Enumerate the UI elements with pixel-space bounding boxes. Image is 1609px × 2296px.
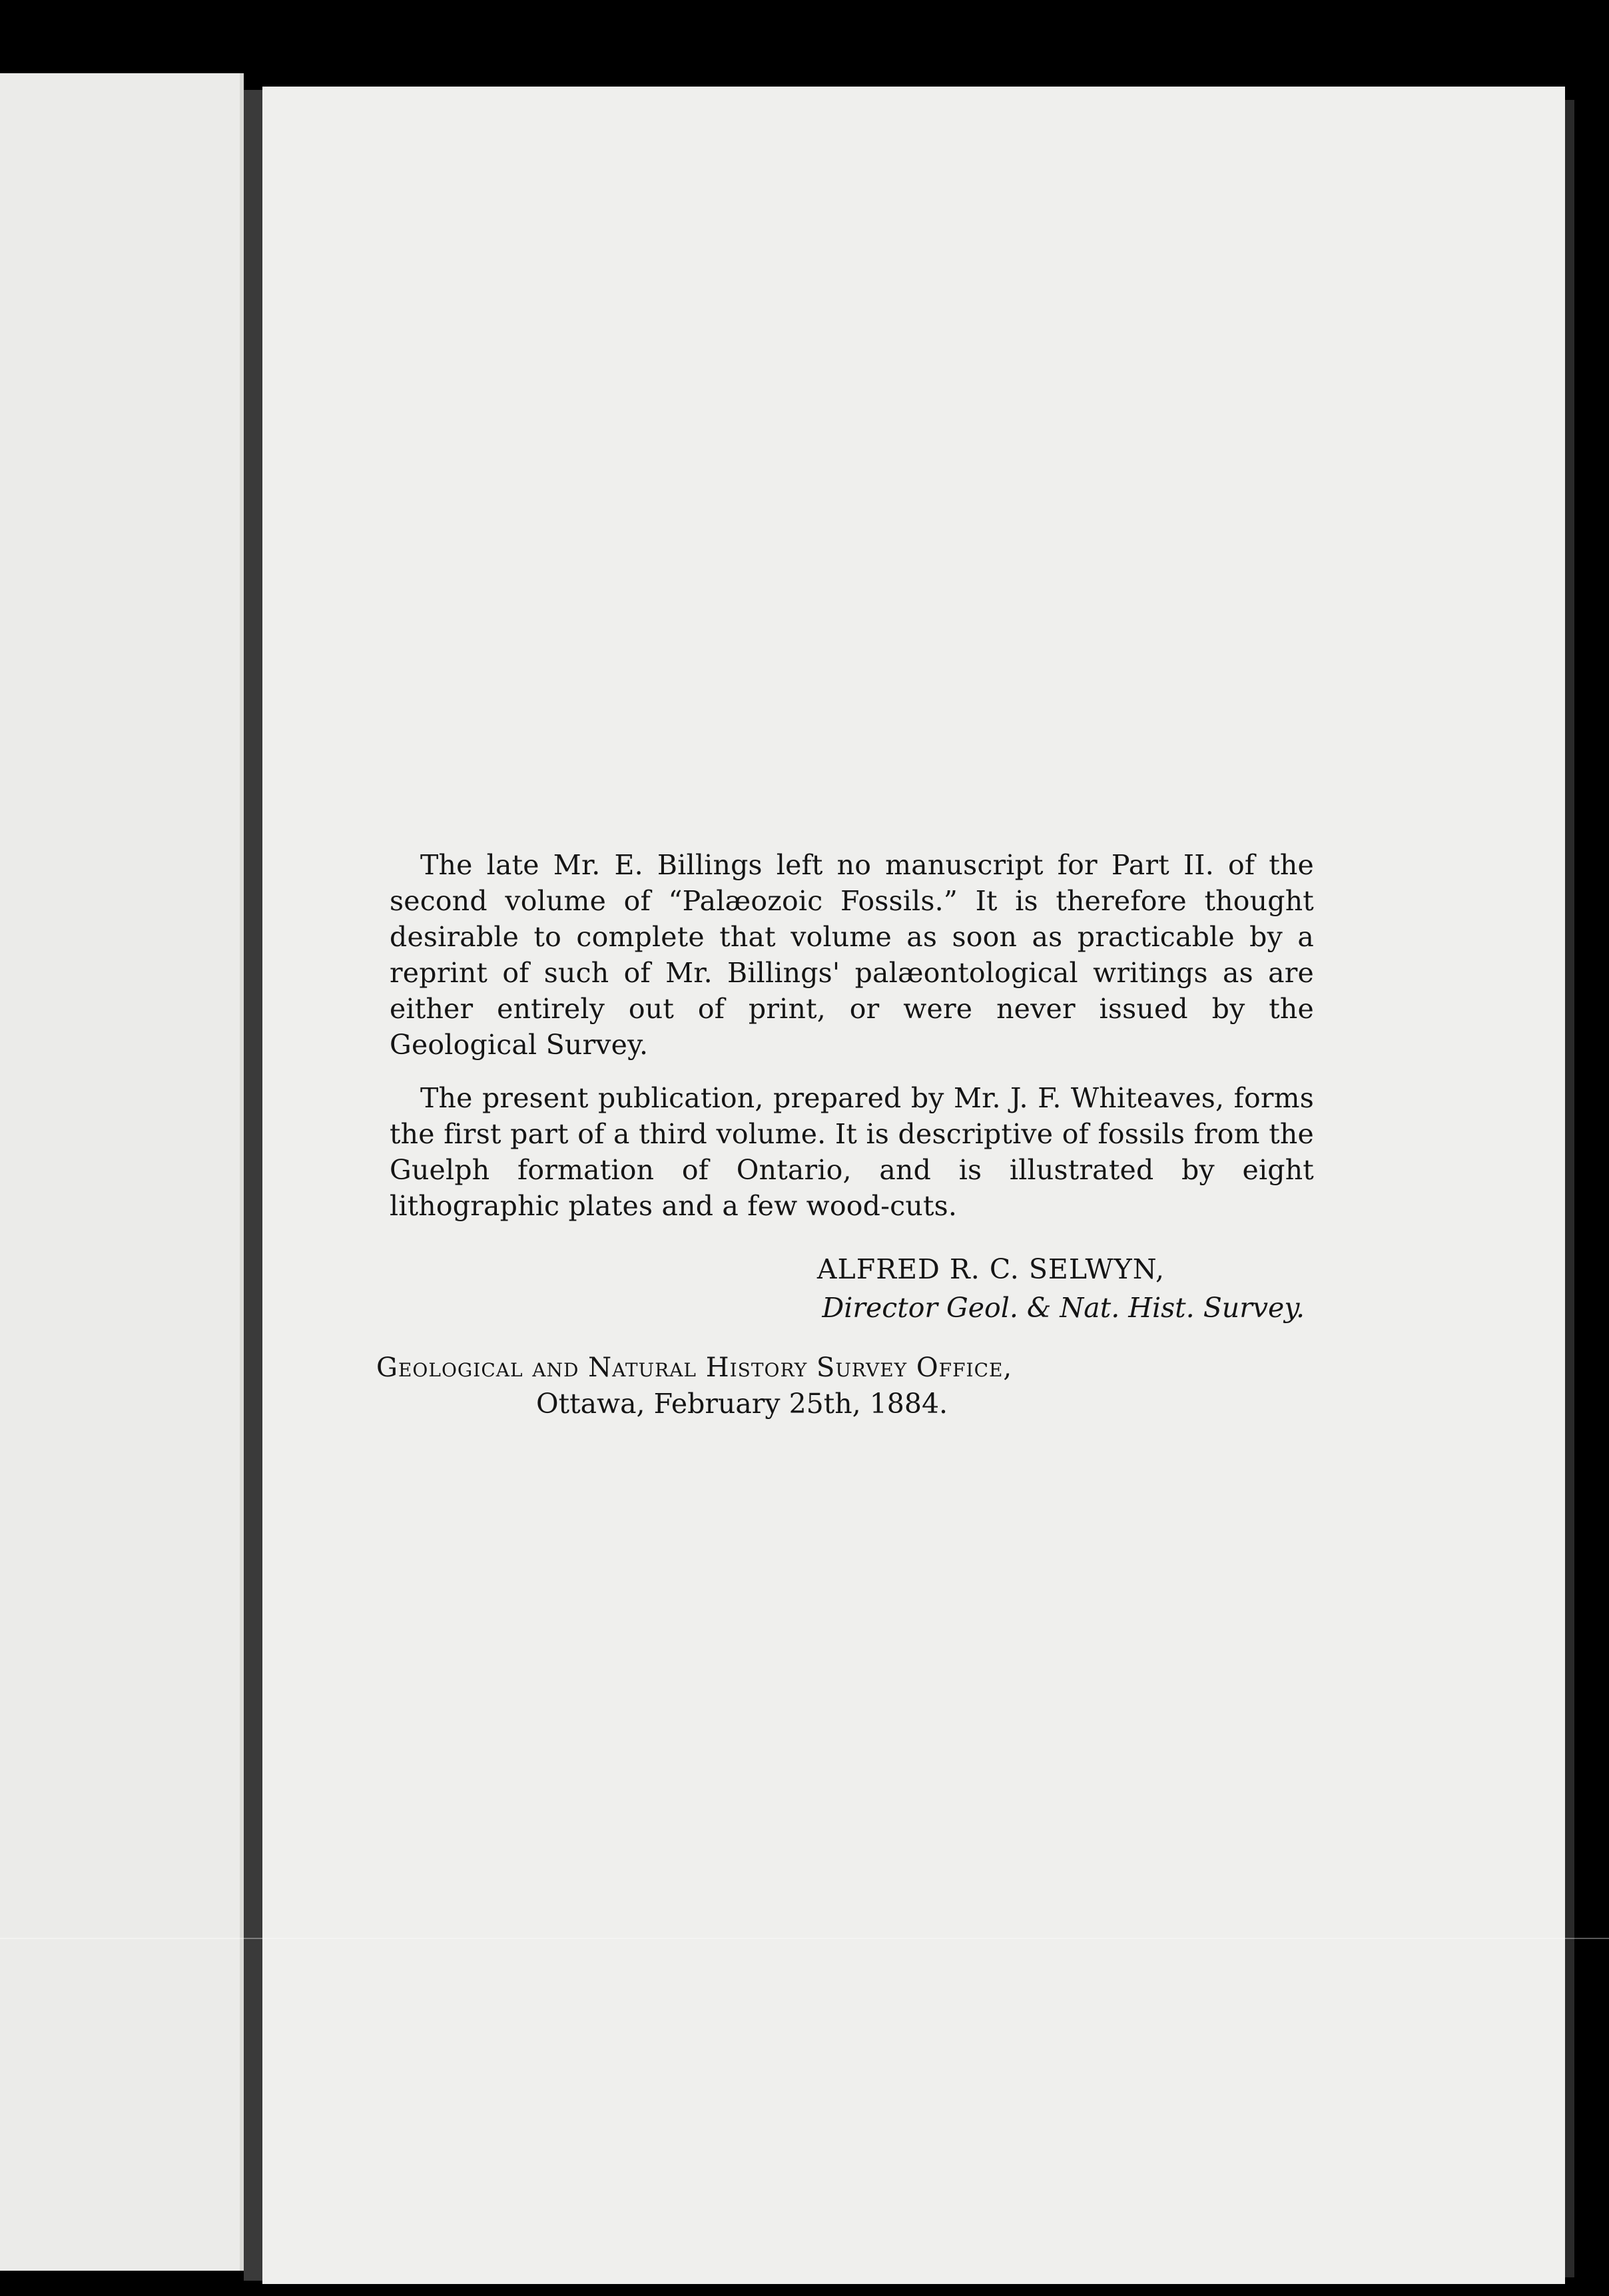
office-line: Geological and Natural History Survey Office, [376, 1352, 1013, 1383]
signatory-name: ALFRED R. C. SELWYN, [816, 1253, 1165, 1285]
right-page-edge [1565, 100, 1574, 2277]
prefatory-note [376, 847, 1314, 1422]
signature-block [390, 1251, 1314, 1328]
book-spine [244, 90, 262, 2281]
left-page-edge [0, 73, 244, 2271]
signatory-title: Director Geol. & Nat. Hist. Survey. [822, 1292, 1305, 1324]
paragraph-1: The late Mr. E. Billings left no manuscript for Part II. of the second volume of “Palæozoic Fossils.” It is therefore thought desirable to complete that volume as soon as practicable by a reprint of such of Mr. Billings' palæontological writings as are either entirely out of print, or were never issued by the Geological Survey. [390, 849, 1314, 1061]
date-line: Ottawa, February 25th, 1884. [536, 1388, 948, 1420]
scan-fold-line [0, 1938, 1609, 1939]
paragraph-2: The present publication, prepared by Mr. J. F. Whiteaves, forms the first part of a third volume. It is descriptive of fossils from the Guelph formation of Ontario, and is illustrated by eight lithographic plates and a few wood-cuts. [390, 1082, 1314, 1222]
